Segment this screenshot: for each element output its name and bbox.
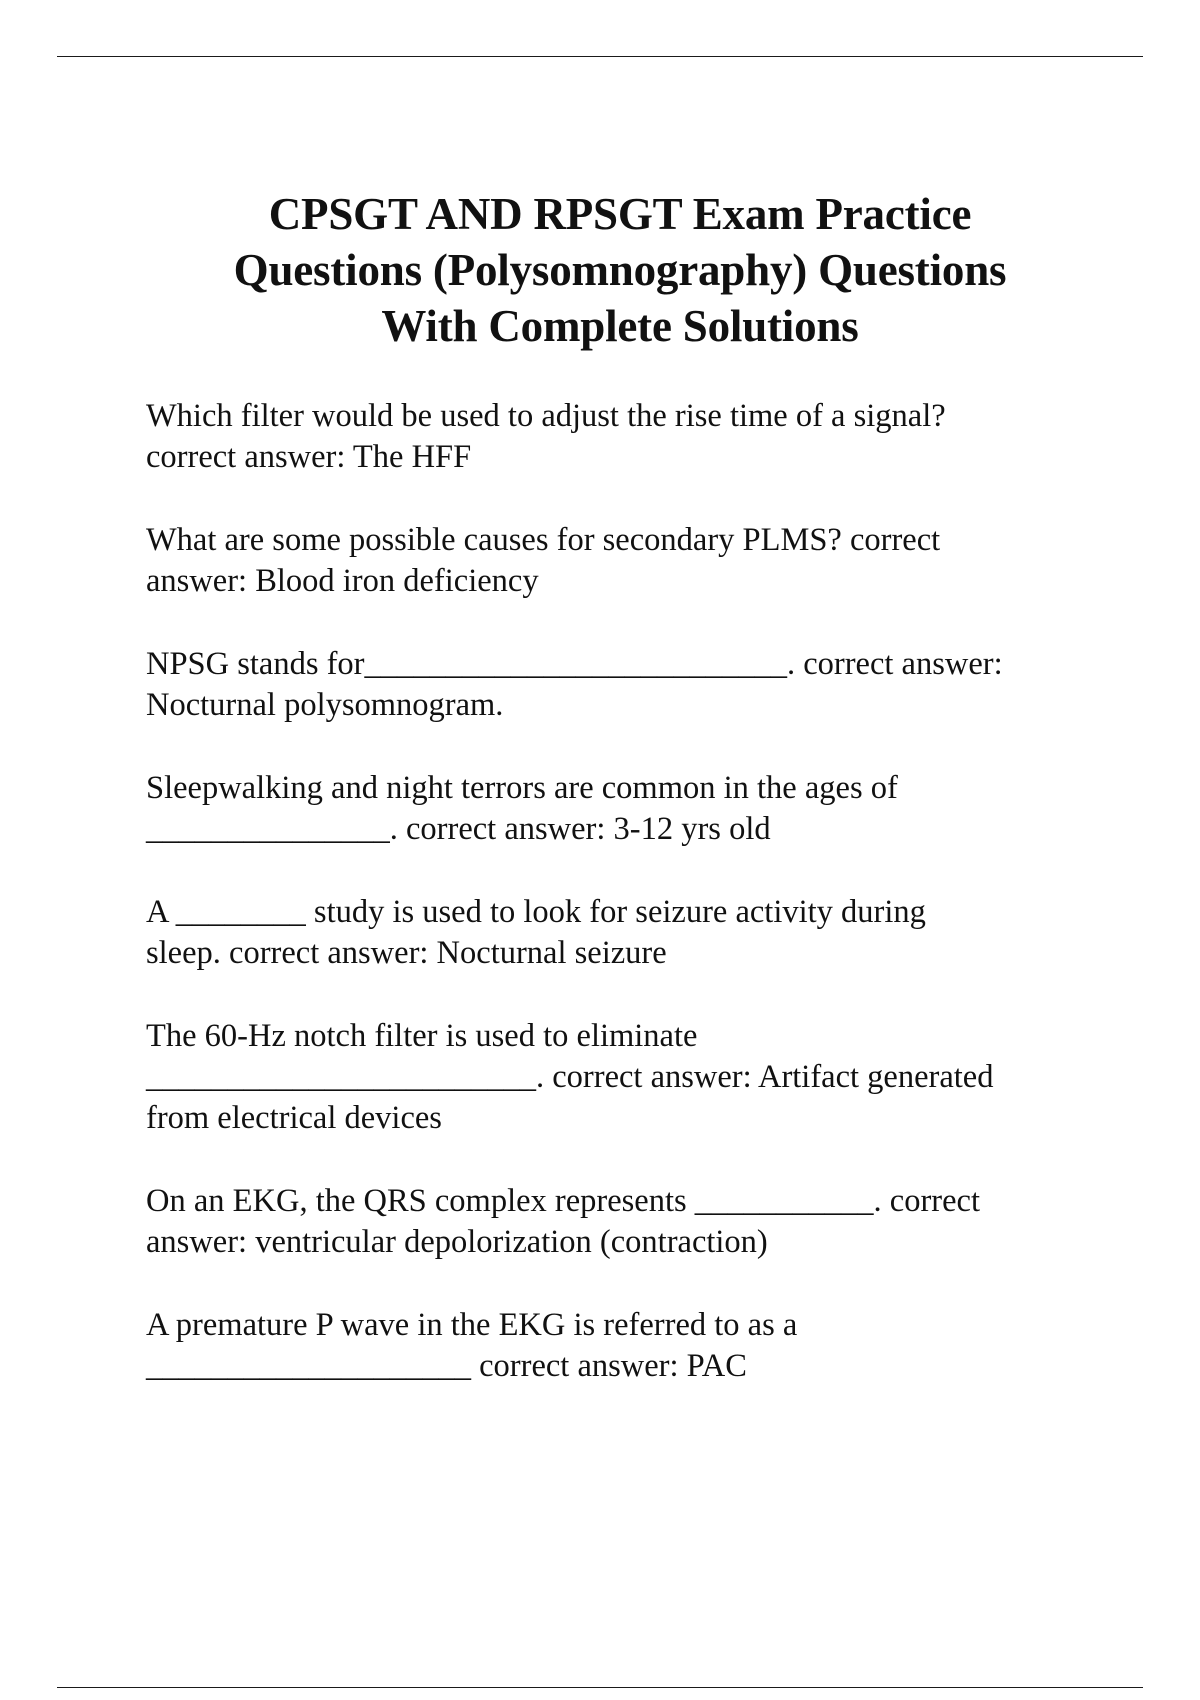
- qa-item-premature-p-wave: [146, 1305, 1096, 1387]
- top-rule: [57, 56, 1143, 57]
- qa-line: answer: ventricular depolorization (contraction): [146, 1224, 768, 1260]
- qa-line: sleep. correct answer: Nocturnal seizure: [146, 935, 667, 971]
- qa-line: On an EKG, the QRS complex represents ___________. correct: [146, 1183, 980, 1219]
- qa-line: ____________________ correct answer: PAC: [146, 1348, 747, 1384]
- qa-line: The 60-Hz notch filter is used to eliminate: [146, 1018, 698, 1054]
- qa-line: ________________________. correct answer: Artifact generated: [146, 1059, 994, 1095]
- qa-line: Sleepwalking and night terrors are common in the ages of: [146, 770, 898, 806]
- qa-line: from electrical devices: [146, 1100, 442, 1136]
- page-title: [140, 186, 1100, 354]
- title-line: CPSGT AND RPSGT Exam Practice: [268, 189, 972, 239]
- qa-item-rise-time-filter: [146, 396, 1096, 478]
- title-line: Questions (Polysomnography) Questions: [233, 245, 1007, 295]
- qa-line: answer: Blood iron deficiency: [146, 563, 539, 599]
- qa-line: A premature P wave in the EKG is referred to as a: [146, 1307, 798, 1343]
- qa-line: A ________ study is used to look for seizure activity during: [146, 894, 926, 930]
- qa-item-seizure-study: [146, 892, 1096, 974]
- qa-line: Which filter would be used to adjust the rise time of a signal?: [146, 398, 946, 434]
- qa-line: NPSG stands for__________________________. correct answer:: [146, 646, 1003, 682]
- qa-line: _______________. correct answer: 3-12 yrs old: [146, 811, 771, 847]
- qa-line: What are some possible causes for secondary PLMS? correct: [146, 522, 941, 558]
- qa-line: correct answer: The HFF: [146, 439, 472, 475]
- bottom-rule: [57, 1687, 1143, 1688]
- qa-item-secondary-plms: [146, 520, 1096, 602]
- qa-item-qrs-complex: [146, 1181, 1096, 1263]
- qa-list: [146, 396, 1096, 1429]
- qa-item-sleepwalking-ages: [146, 768, 1096, 850]
- qa-line: Nocturnal polysomnogram.: [146, 687, 504, 723]
- title-line: With Complete Solutions: [381, 301, 859, 351]
- qa-item-notch-filter: [146, 1016, 1096, 1139]
- qa-item-npsg: [146, 644, 1096, 726]
